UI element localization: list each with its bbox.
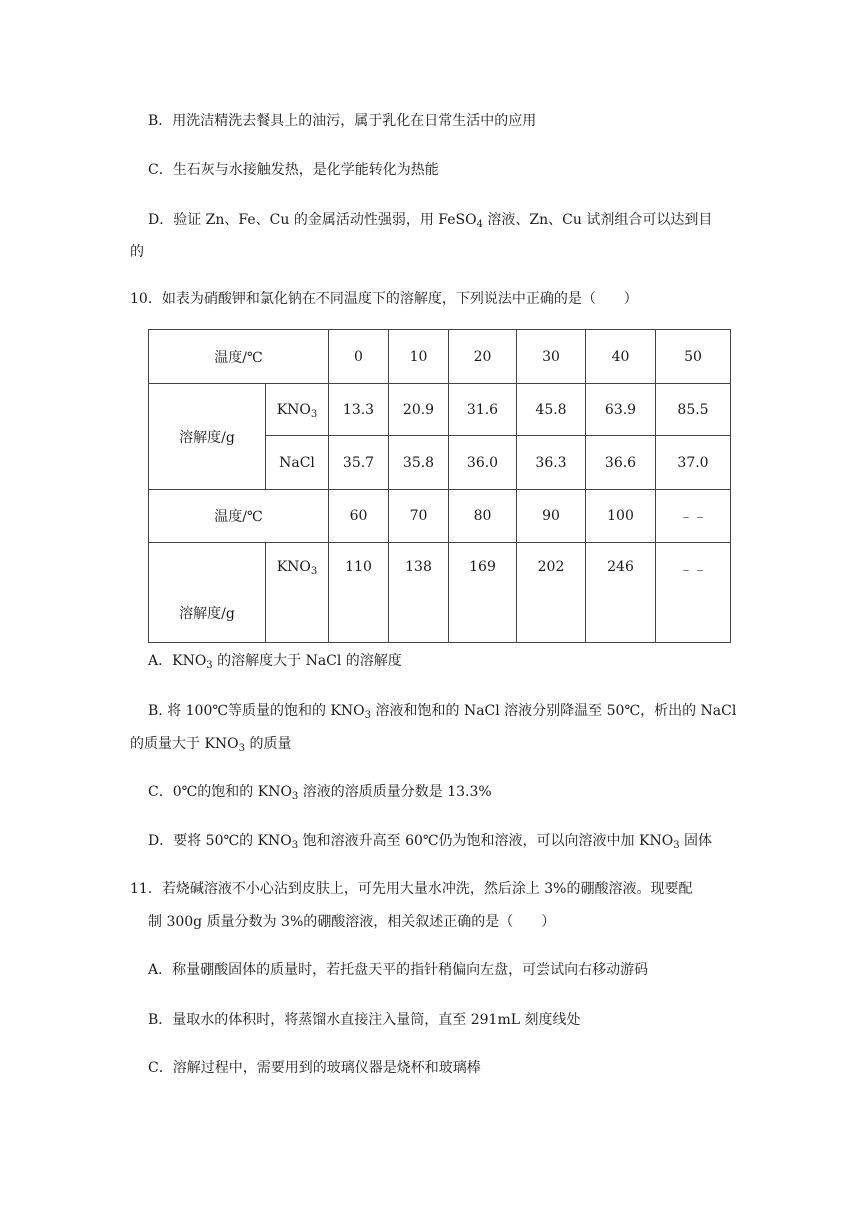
table-cell: 40: [586, 330, 656, 384]
q9-option-d: D．验证 Zn、Fe、Cu 的金属活动性强弱，用 FeSO$_4$ 溶液、Zn、Cu 试剂组合可以达到目: [148, 212, 713, 230]
table-cell: 60: [329, 490, 389, 543]
table-cell: 80: [449, 490, 517, 543]
table-cell: 90: [517, 490, 586, 543]
q10-option-c: C．0℃的饱和的 $KNO_3$ 溶液的溶质质量分数是 13.3%: [148, 784, 492, 802]
table-cell: ﹣﹣: [656, 490, 731, 543]
table-cell: 70: [389, 490, 449, 543]
table-cell: 13.3: [329, 384, 389, 436]
kno3-label-cell: $KNO_3$: [266, 543, 329, 643]
table-cell: ﹣﹣: [656, 543, 731, 643]
table-cell: 36.6: [586, 436, 656, 490]
q9-option-d-wrap: 的: [130, 244, 144, 260]
table-cell: 37.0: [656, 436, 731, 490]
q11-stem-line2: 制 300g 质量分数为 3%的硼酸溶液，相关叙述正确的是（ ）: [148, 914, 556, 930]
table-cell: 63.9: [586, 384, 656, 436]
q10-option-d: D．要将 50℃的 $KNO_3$ 饱和溶液升高至 60℃仍为饱和溶液，可以向溶液中加 $KNO_3$ 固体: [148, 833, 713, 851]
q10-option-a: A．$KNO_3$ 的溶解度大于 NaCl 的溶解度: [148, 653, 402, 671]
table-row-temps-2: [149, 490, 731, 543]
table-cell: 20: [449, 330, 517, 384]
table-cell: 100: [586, 490, 656, 543]
table-cell: 169: [449, 543, 517, 643]
nacl-label-cell: NaCl: [266, 436, 329, 490]
table-cell: 138: [389, 543, 449, 643]
table-cell: 36.0: [449, 436, 517, 490]
sol-label-cell: 溶解度/g: [149, 384, 266, 490]
table-cell: 45.8: [517, 384, 586, 436]
table-cell: 85.5: [656, 384, 731, 436]
q10-option-b-wrap: 的质量大于 $KNO_3$ 的质量: [130, 736, 292, 754]
q10-option-b: B. 将 100℃等质量的饱和的 $KNO_3$ 溶液和饱和的 NaCl 溶液分别降温至 50℃，析出的 NaCl: [148, 703, 737, 721]
q11-option-a: A．称量硼酸固体的质量时，若托盘天平的指针稍偏向左盘，可尝试向右移动游码: [148, 962, 649, 978]
table-cell: 202: [517, 543, 586, 643]
solubility-table: [148, 329, 731, 643]
table-cell: 110: [329, 543, 389, 643]
q10-stem: 10．如表为硝酸钾和氯化钠在不同温度下的溶解度，下列说法中正确的是（ ）: [130, 291, 638, 307]
q11-stem-line1: 11．若烧碱溶液不小心沾到皮肤上，可先用大量水冲洗，然后涂上 3%的硼酸溶液。现要配: [130, 881, 693, 897]
q9-option-b-text: B．用洗洁精洗去餐具上的油污，属于乳化在日常生活中的应用: [148, 113, 537, 129]
table-cell: 10: [389, 330, 449, 384]
table-cell: 35.8: [389, 436, 449, 490]
q9-option-c: [148, 160, 439, 180]
q11-option-b: B．量取水的体积时，将蒸馏水直接注入量筒，直至 291mL 刻度线处: [148, 1012, 581, 1028]
table-cell: 50: [656, 330, 731, 384]
q9-option-c-text: C．生石灰与水接触发热，是化学能转化为热能: [148, 162, 439, 178]
q11-option-c: C．溶解过程中，需要用到的玻璃仪器是烧杯和玻璃棒: [148, 1060, 481, 1076]
table-cell: 20.9: [389, 384, 449, 436]
table-row-kno3-2: [149, 543, 731, 643]
table-cell: 30: [517, 330, 586, 384]
temp-label-cell: 温度/℃: [149, 490, 329, 543]
table-cell: 246: [586, 543, 656, 643]
temp-label-cell: 温度/℃: [149, 330, 329, 384]
table-cell: 35.7: [329, 436, 389, 490]
table-cell: 31.6: [449, 384, 517, 436]
table-row-kno3-1: [149, 384, 731, 436]
table-cell: 0: [329, 330, 389, 384]
q9-option-b: [148, 111, 536, 131]
table-row-temps-1: [149, 330, 731, 384]
sol-label-cell: 溶解度/g: [149, 543, 266, 643]
kno3-label-cell: $KNO_3$: [266, 384, 329, 436]
table-cell: 36.3: [517, 436, 586, 490]
